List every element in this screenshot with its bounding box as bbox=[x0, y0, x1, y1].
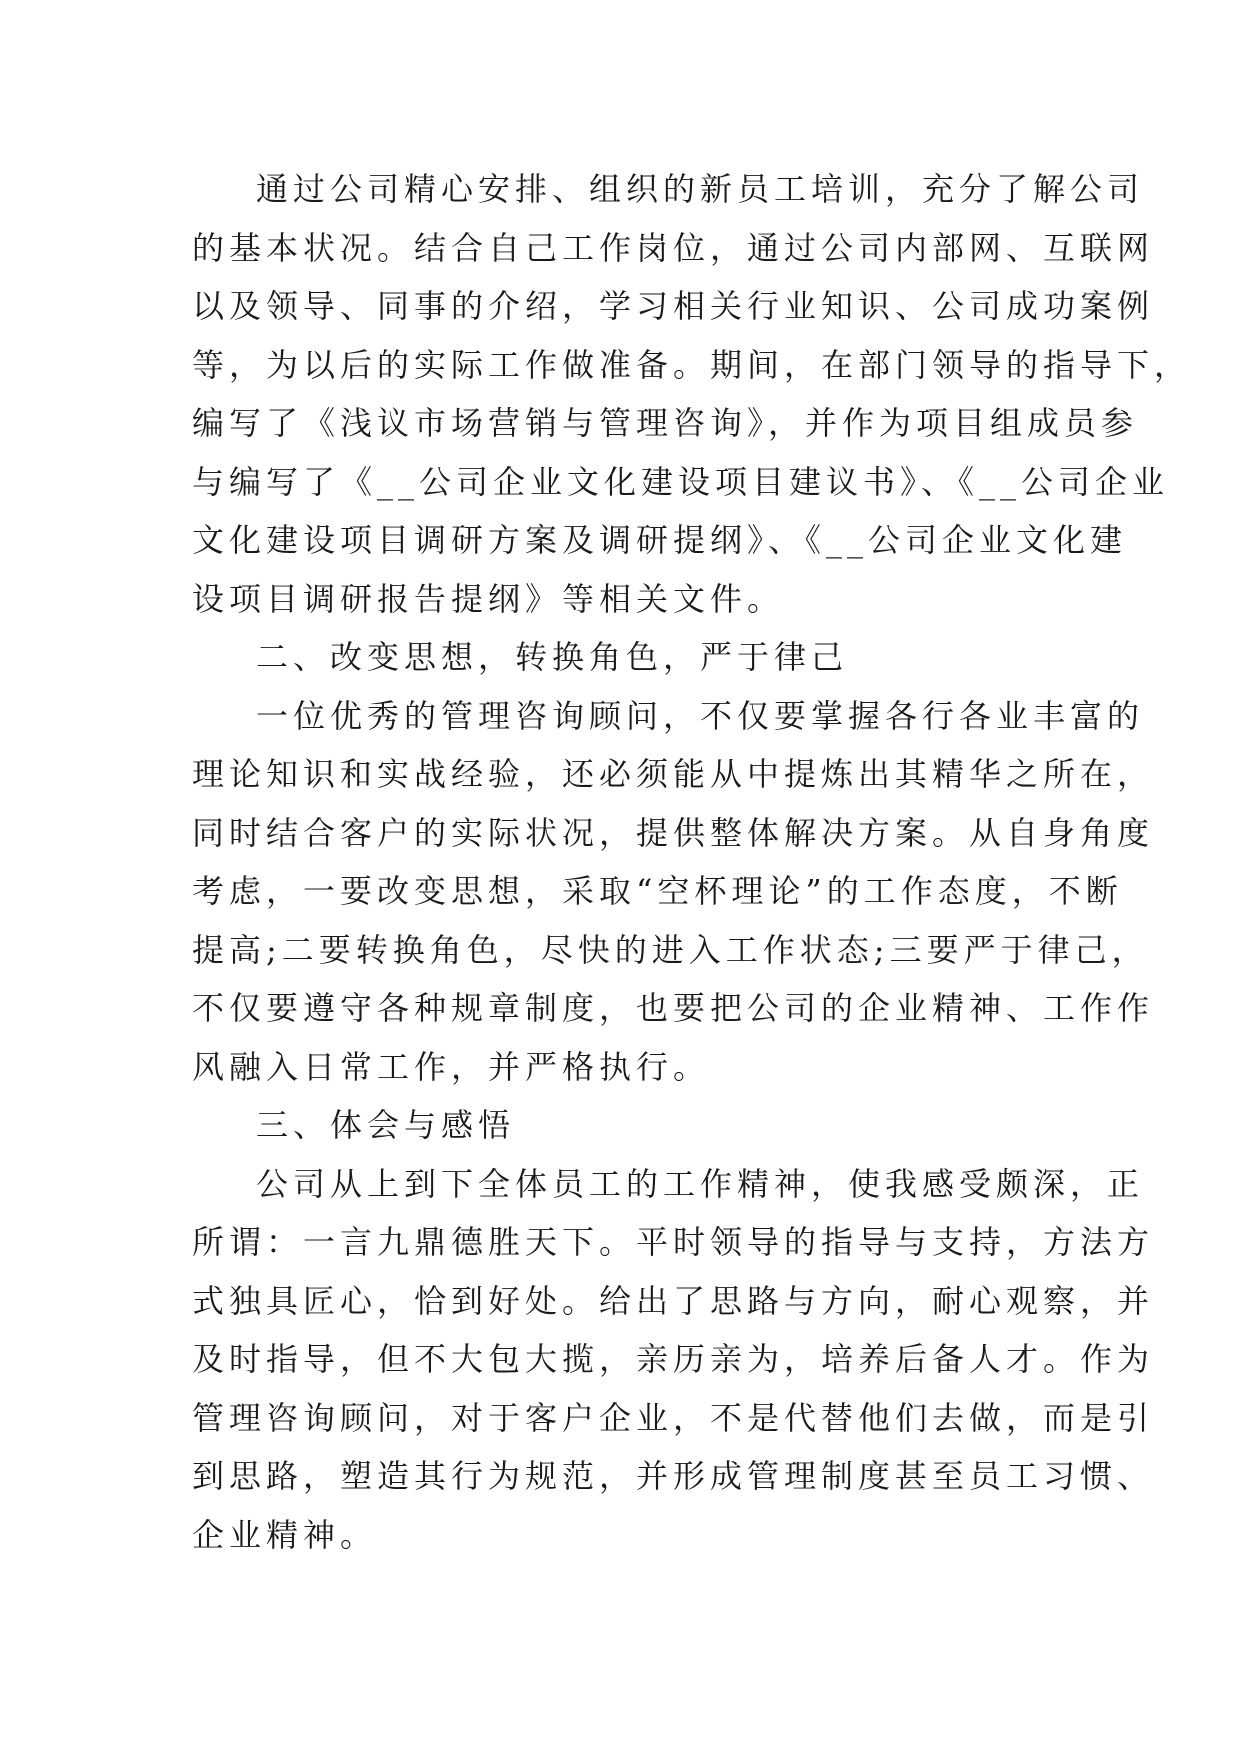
text-line: 公司从上到下全体员工的工作精神，使我感受颇深，正 bbox=[256, 1164, 1145, 1203]
text-line: 等，为以后的实际工作做准备。期间，在部门领导的指导下， bbox=[192, 345, 1192, 384]
text-line: 编写了《浅议市场营销与管理咨询》，并作为项目组成员参 bbox=[192, 404, 1139, 442]
text-line: 所谓：一言九鼎德胜天下。平时领导的指导与支持，方法方 bbox=[192, 1223, 1155, 1261]
text-line: 同时结合客户的实际状况，提供整体解决方案。从自身角度 bbox=[192, 813, 1155, 852]
text-line: 一位优秀的管理咨询顾问，不仅要掌握各行各业丰富的 bbox=[256, 696, 1145, 735]
text-line: 及时指导，但不大包大揽，亲历亲为，培养后备人才。作为 bbox=[192, 1340, 1155, 1378]
text-line: 与编写了《__公司企业文化建设项目建议书》、《__公司企业 bbox=[192, 462, 1170, 501]
document-body bbox=[192, 160, 1192, 1564]
text-line: 文化建设项目调研方案及调研提纲》、《__公司企业文化建 bbox=[192, 521, 1128, 559]
text-line: 的基本状况。结合自己工作岗位，通过公司内部网、互联网 bbox=[192, 228, 1155, 267]
text-line: 通过公司精心安排、组织的新员工培训，充分了解公司 bbox=[256, 170, 1145, 208]
text-line: 理论知识和实战经验，还必须能从中提炼出其精华之所在， bbox=[192, 755, 1155, 793]
text-line: 考虑，一要改变思想，采取“空杯理论”的工作态度，不断 bbox=[192, 872, 1123, 910]
text-line: 设项目调研报告提纲》等相关文件。 bbox=[192, 579, 785, 618]
text-line: 到思路，塑造其行为规范，并形成管理制度甚至员工习惯、 bbox=[192, 1457, 1155, 1495]
section-heading: 三、体会与感悟 bbox=[256, 1106, 516, 1144]
text-line: 提高;二要转换角色，尽快的进入工作状态;三要严于律己， bbox=[192, 930, 1149, 969]
text-line: 以及领导、同事的介绍，学习相关行业知识、公司成功案例 bbox=[192, 287, 1155, 325]
section-heading: 二、改变思想，转换角色，严于律己 bbox=[256, 638, 849, 676]
text-line: 式独具匠心，恰到好处。给出了思路与方向，耐心观察，并 bbox=[192, 1281, 1155, 1320]
text-line: 企业精神。 bbox=[192, 1515, 378, 1554]
text-line: 不仅要遵守各种规章制度，也要把公司的企业精神、工作作 bbox=[192, 989, 1155, 1027]
text-line: 风融入日常工作，并严格执行。 bbox=[192, 1047, 711, 1086]
text-line: 管理咨询顾问，对于客户企业，不是代替他们去做，而是引 bbox=[192, 1398, 1155, 1437]
